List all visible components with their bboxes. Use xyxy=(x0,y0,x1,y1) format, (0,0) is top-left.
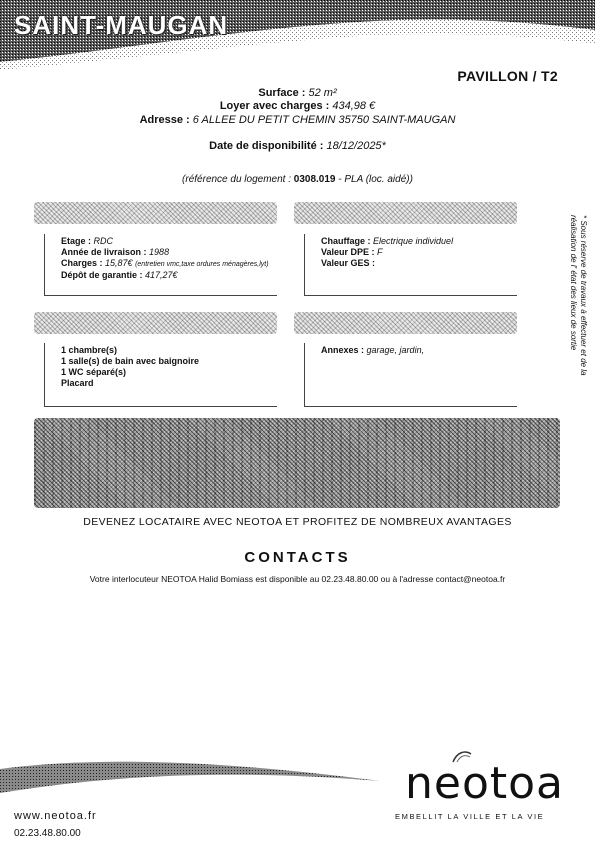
year-label: Année de livraison : xyxy=(61,247,147,257)
surface-value: 52 m² xyxy=(308,87,337,99)
address-value: 6 ALLEE DU PETIT CHEMIN 35750 SAINT-MAUGAN xyxy=(192,114,456,126)
rent-value: 434,98 € xyxy=(332,100,376,112)
contacts-title: CONTACTS xyxy=(244,549,351,566)
surface-label: Surface : xyxy=(258,87,306,99)
availability-label: Date de disponibilité : xyxy=(209,140,324,152)
year-row xyxy=(61,247,277,258)
charges-value: 15,87€ xyxy=(105,258,133,268)
heating-value: Electrique individuel xyxy=(373,236,454,246)
reference-prefix: (référence du logement : xyxy=(182,174,291,185)
dpe-value: F xyxy=(377,247,383,257)
website-text: www.neotoa.fr xyxy=(14,810,97,822)
section-header-annexes xyxy=(294,312,517,334)
panel-energy xyxy=(304,234,517,296)
year-value: 1988 xyxy=(149,247,170,257)
panel-rooms xyxy=(44,343,277,407)
charges-note: (entretien vmc,taxe ordures ménagères,lyt) xyxy=(135,261,269,268)
availability-line xyxy=(0,140,595,152)
ges-label: Valeur GES : xyxy=(321,258,376,268)
deposit-value: 417,27€ xyxy=(145,270,178,280)
reference-suffix: - PLA (loc. aidé)) xyxy=(338,174,413,185)
floor-row xyxy=(61,236,277,247)
rent-label: Loyer avec charges : xyxy=(219,100,330,112)
panel-annexes xyxy=(304,343,517,407)
section-header-energy xyxy=(294,202,517,224)
property-type-title: PAVILLON / T2 xyxy=(457,68,558,84)
side-note: * Sous réserve de travaux à effectuer et de la réalisation de l' état des lieux de sortie xyxy=(569,215,588,376)
panel-building xyxy=(44,234,277,296)
annexes-row xyxy=(321,345,517,356)
phone-text: 02.23.48.80.00 xyxy=(14,828,81,839)
availability-value: 18/12/2025* xyxy=(326,140,386,152)
property-photo xyxy=(34,418,560,508)
section-header-rooms xyxy=(34,312,277,334)
surface-line xyxy=(0,87,595,99)
neotoa-logo: neotoa xyxy=(405,758,565,809)
room-item: 1 salle(s) de bain avec baignoire xyxy=(61,356,200,366)
floor-value: RDC xyxy=(93,236,114,246)
charges-label: Charges : xyxy=(61,258,103,268)
logo-tagline: EMBELLIT LA VILLE ET LA VIE xyxy=(395,812,545,821)
annexes-value: garage, jardin, xyxy=(366,345,425,355)
room-item: 1 chambre(s) xyxy=(61,345,118,355)
reference-code: 0308.019 xyxy=(293,174,336,185)
charges-row xyxy=(61,258,277,270)
heating-row xyxy=(321,236,517,247)
ges-row xyxy=(321,258,517,269)
dpe-label: Valeur DPE : xyxy=(321,247,375,257)
deposit-row xyxy=(61,270,277,281)
room-item: 1 WC séparé(s) xyxy=(61,367,127,377)
footer-wave-graphic xyxy=(0,755,380,810)
heating-label: Chauffage : xyxy=(321,236,371,246)
address-label: Adresse : xyxy=(139,114,190,126)
reference-line xyxy=(0,174,595,185)
section-header-building xyxy=(34,202,277,224)
address-line xyxy=(0,114,595,126)
rent-line xyxy=(0,100,595,112)
dpe-row xyxy=(321,247,517,258)
tagline: DEVENEZ LOCATAIRE AVEC NEOTOA ET PROFITEZ DE NOMBREUX AVANTAGES xyxy=(83,516,512,528)
floor-label: Etage : xyxy=(61,236,92,246)
deposit-label: Dépôt de garantie : xyxy=(61,270,143,280)
room-item: Placard xyxy=(61,378,94,388)
city-title: SAINT-MAUGAN xyxy=(14,10,229,40)
annexes-label: Annexes : xyxy=(321,345,365,355)
contacts-line: Votre interlocuteur NEOTOA Halid Bomiass est disponible au 02.23.48.80.00 ou à l'adresse contact@neotoa.fr xyxy=(89,574,506,584)
